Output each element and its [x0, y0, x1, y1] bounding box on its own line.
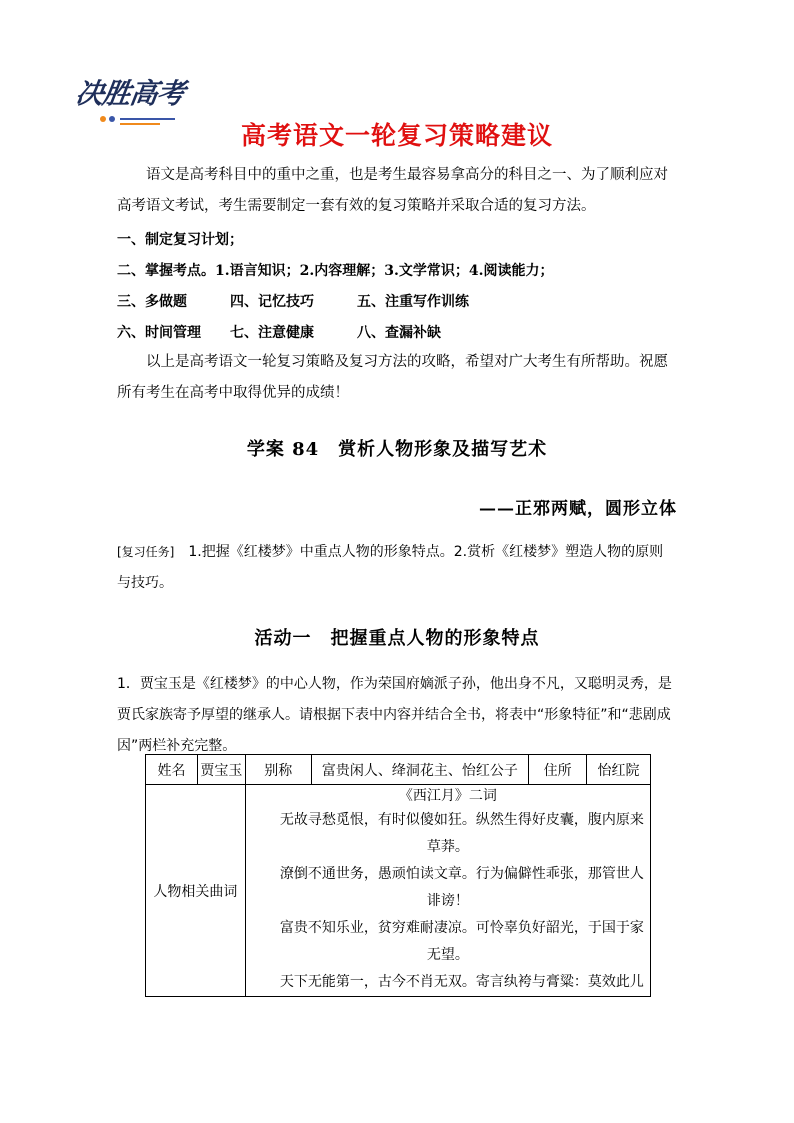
table-cell: 姓名	[146, 755, 198, 785]
table-row	[146, 785, 651, 997]
strategy-item: 五、注重写作训练	[357, 294, 469, 310]
strategy-item: 八、查漏补缺	[357, 325, 441, 341]
task-tag: [复习任务]	[117, 545, 175, 559]
strategy-line-1: 一、制定复习计划；	[117, 232, 243, 248]
intro-paragraph: 语文是高考科目中的重中之重，也是考生最容易拿高分的科目之一、为了顺利应对高考语文考试，考生需要制定一套有效的复习策略并采取合适的复习方法。	[117, 167, 668, 214]
poem-cell	[245, 785, 650, 997]
logo-text: 决胜高考	[73, 77, 187, 110]
table-row	[146, 755, 651, 785]
table-cell: 怡红院	[587, 755, 651, 785]
poem-line: 天下无能第一，古今不肖无双。寄言纨袴与膏粱：莫效此儿	[279, 974, 644, 990]
strategy-item: 六、时间管理	[117, 325, 201, 341]
table-cell: 别称	[245, 755, 311, 785]
review-task	[117, 537, 677, 599]
table-cell: 富贵闲人、绛洞花主、怡红公子	[311, 755, 529, 785]
strategy-line-3	[117, 291, 469, 311]
strategy-item: 三、多做题	[117, 294, 187, 310]
strategy-item: 七、注意健康	[230, 325, 314, 341]
task-text: 1.把握《红楼梦》中重点人物的形象特点。2.赏析《红楼梦》塑造人物的原则与技巧。	[117, 544, 664, 591]
table-cell: 贾宝玉	[197, 755, 245, 785]
poem-title: 《西江月》二词	[398, 788, 497, 804]
lesson-subtitle: ——正邪两赋，圆形立体	[479, 499, 677, 519]
lesson-heading: 学案 84 赏析人物形象及描写艺术	[246, 439, 548, 460]
question-1: 1．贾宝玉是《红楼梦》的中心人物，作为荣国府嫡派子孙，他出身不凡，又聪明灵秀，是贾氏家族寄予厚望的继承人。请根据下表中内容并结合全书，将表中“形象特征”和“悲剧成因”两栏补充完整。	[117, 676, 672, 754]
strategy-item: 四、记忆技巧	[230, 294, 314, 310]
activity-heading: 活动一 把握重点人物的形象特点	[254, 628, 540, 649]
table-row-label: 人物相关曲词	[146, 785, 246, 997]
poem-line: 潦倒不通世务，愚顽怕读文章。行为偏僻性乖张，那管世人诽谤！	[279, 866, 644, 909]
conclusion-paragraph: 以上是高考语文一轮复习策略及复习方法的攻略，希望对广大考生有所帮助。祝愿所有考生在高考中取得优异的成绩！	[117, 354, 668, 401]
poem-line: 无故寻愁觅恨，有时似傻如狂。纵然生得好皮囊，腹内原来草莽。	[279, 812, 644, 855]
page-title: 高考语文一轮复习策略建议	[240, 121, 553, 150]
strategy-line-2: 二、掌握考点。1.语言知识；2.内容理解；3.文学常识；4.阅读能力；	[117, 263, 554, 279]
strategy-line-4	[117, 322, 441, 342]
character-table	[145, 754, 651, 997]
poem-line: 富贵不知乐业，贫穷难耐凄凉。可怜辜负好韶光，于国于家无望。	[279, 920, 644, 963]
table-cell: 住所	[529, 755, 587, 785]
